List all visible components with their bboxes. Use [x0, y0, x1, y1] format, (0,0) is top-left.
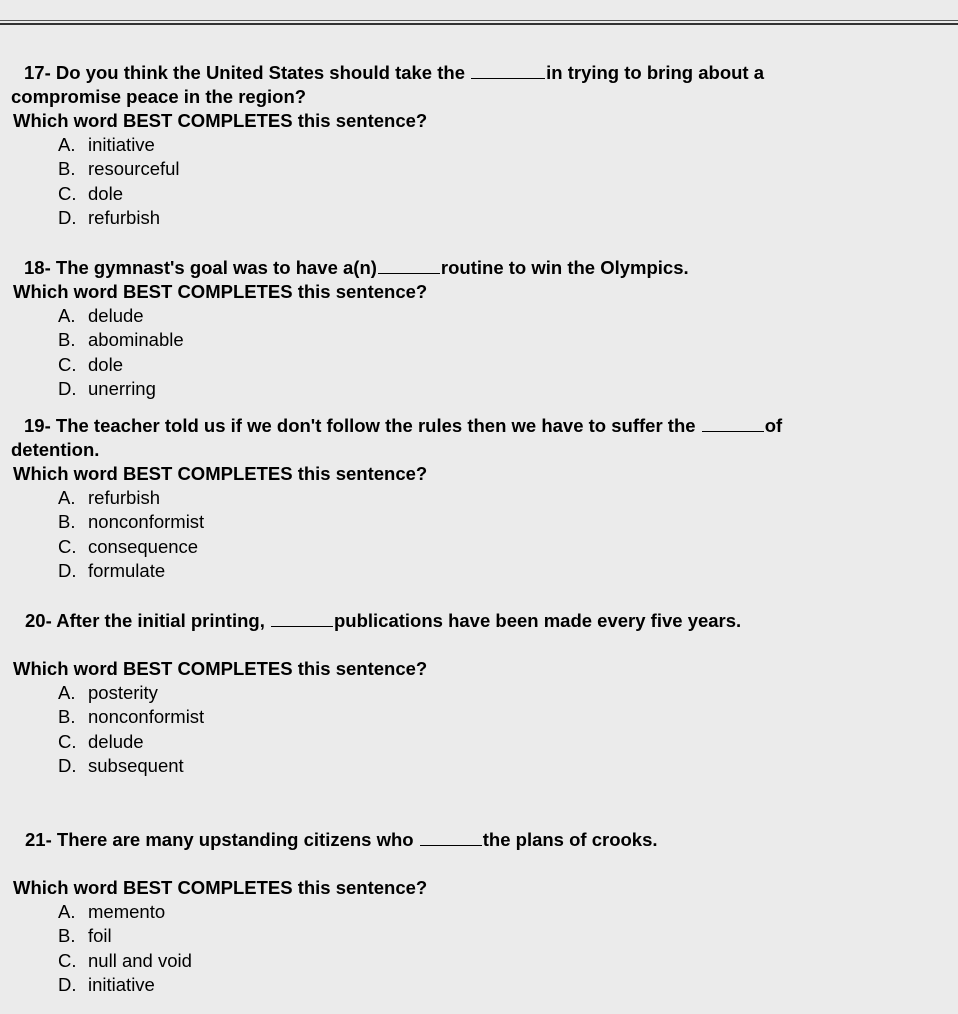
spacer-line — [0, 852, 958, 876]
question-text-after: of — [764, 415, 783, 436]
question-text-after: the plans of crooks. — [482, 829, 658, 850]
option-text: posterity — [88, 682, 158, 703]
option-letter: A. — [58, 682, 76, 703]
option-letter: D. — [58, 754, 77, 776]
option-d[interactable] — [0, 754, 958, 778]
answer-blank — [378, 257, 440, 274]
option-text: initiative — [88, 134, 155, 155]
option-b[interactable] — [0, 924, 958, 948]
option-a[interactable] — [0, 681, 958, 705]
option-letter: B. — [58, 925, 76, 947]
option-d[interactable] — [0, 973, 958, 997]
question-number: 17- — [24, 62, 51, 83]
option-b[interactable] — [0, 157, 958, 181]
option-letter: B. — [58, 329, 76, 351]
question-number: 21- — [25, 829, 52, 850]
answer-blank — [420, 829, 482, 846]
question-stem — [0, 828, 958, 852]
option-text: memento — [88, 901, 166, 922]
option-c[interactable] — [0, 182, 958, 206]
question-prompt: Which word BEST COMPLETES this sentence? — [13, 281, 428, 302]
question-stem — [0, 609, 958, 633]
option-letter: A. — [58, 901, 76, 922]
question-stem — [0, 61, 958, 85]
question-text-before: After the initial printing, — [56, 610, 265, 631]
option-text: formulate — [88, 559, 166, 581]
answer-options — [0, 486, 958, 583]
option-c[interactable] — [0, 353, 958, 377]
option-letter: D. — [58, 206, 77, 228]
question-17 — [0, 61, 958, 230]
option-b[interactable] — [0, 510, 958, 534]
option-text: abominable — [88, 329, 184, 351]
spacer-line — [0, 633, 958, 657]
option-letter: C. — [58, 353, 77, 375]
option-text: subsequent — [88, 754, 184, 776]
option-letter: A. — [58, 305, 76, 326]
option-d[interactable] — [0, 206, 958, 230]
option-text: consequence — [88, 535, 199, 557]
answer-blank — [702, 415, 764, 432]
option-text: resourceful — [88, 158, 180, 180]
question-prompt: Which word BEST COMPLETES this sentence? — [13, 658, 428, 679]
option-a[interactable] — [0, 900, 958, 924]
answer-blank — [471, 62, 545, 79]
question-text-before: Do you think the United States should take the — [55, 62, 465, 83]
option-c[interactable] — [0, 949, 958, 973]
question-stem — [0, 414, 958, 438]
question-stem-continued: compromise peace in the region? — [11, 86, 307, 107]
question-20 — [0, 609, 958, 778]
question-text-before: The teacher told us if we don't follow the rules then we have to suffer the — [55, 415, 696, 436]
question-text-after: routine to win the Olympics. — [440, 257, 689, 278]
question-text-before: The gymnast's goal was to have a(n) — [55, 257, 377, 278]
option-letter: D. — [58, 973, 77, 995]
option-letter: A. — [58, 134, 76, 155]
question-19 — [0, 414, 958, 583]
answer-blank — [271, 610, 333, 627]
option-b[interactable] — [0, 328, 958, 352]
question-text-after: publications have been made every five years. — [334, 610, 742, 631]
option-letter: A. — [58, 487, 76, 508]
option-text: unerring — [88, 377, 156, 399]
answer-options — [0, 900, 958, 997]
option-text: foil — [88, 925, 112, 947]
top-divider-thick — [0, 23, 958, 25]
question-prompt: Which word BEST COMPLETES this sentence? — [13, 110, 428, 131]
option-text: nonconformist — [88, 706, 205, 728]
question-21 — [0, 828, 958, 997]
option-letter: B. — [58, 706, 76, 728]
option-a[interactable] — [0, 304, 958, 328]
question-prompt: Which word BEST COMPLETES this sentence? — [13, 463, 428, 484]
question-18 — [0, 256, 958, 401]
option-letter: B. — [58, 511, 76, 533]
option-text: nonconformist — [88, 511, 205, 533]
option-letter: D. — [58, 559, 77, 581]
option-text: delude — [88, 730, 144, 752]
option-text: initiative — [88, 973, 155, 995]
option-text: refurbish — [88, 206, 160, 228]
option-text: dole — [88, 353, 123, 375]
option-text: refurbish — [88, 487, 160, 508]
question-stem — [0, 256, 958, 280]
option-letter: D. — [58, 377, 77, 399]
option-letter: C. — [58, 730, 77, 752]
option-d[interactable] — [0, 377, 958, 401]
option-c[interactable] — [0, 535, 958, 559]
option-letter: C. — [58, 949, 77, 971]
question-number: 18- — [24, 257, 51, 278]
option-letter: B. — [58, 158, 76, 180]
option-a[interactable] — [0, 133, 958, 157]
question-text-before: There are many upstanding citizens who — [56, 829, 414, 850]
answer-options — [0, 681, 958, 778]
option-text: dole — [88, 182, 123, 204]
option-letter: C. — [58, 535, 77, 557]
option-letter: C. — [58, 182, 77, 204]
option-b[interactable] — [0, 705, 958, 729]
question-number: 20- — [25, 610, 52, 631]
answer-options — [0, 304, 958, 401]
question-number: 19- — [24, 415, 51, 436]
option-text: delude — [88, 305, 144, 326]
option-text: null and void — [88, 949, 192, 971]
question-stem-continued: detention. — [11, 439, 100, 460]
question-text-after: in trying to bring about a — [546, 62, 765, 83]
top-divider — [0, 20, 958, 21]
option-c[interactable] — [0, 730, 958, 754]
option-d[interactable] — [0, 559, 958, 583]
option-a[interactable] — [0, 486, 958, 510]
question-prompt: Which word BEST COMPLETES this sentence? — [13, 877, 428, 898]
answer-options — [0, 133, 958, 230]
